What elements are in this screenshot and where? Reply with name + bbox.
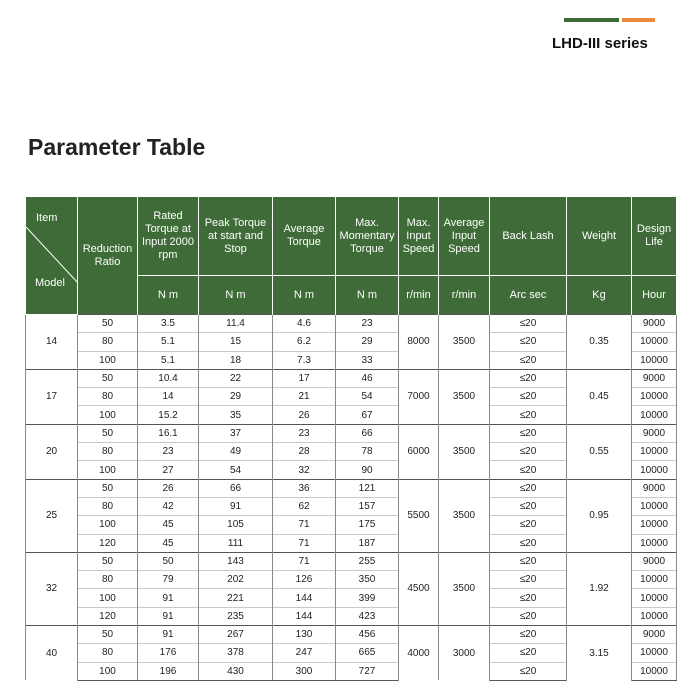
design-life-cell: 9000 xyxy=(632,626,677,644)
rated-torque-cell: 27 xyxy=(138,461,199,479)
model-cell: 20 xyxy=(26,424,78,479)
average-input-speed-cell: 3500 xyxy=(439,479,490,552)
max-momentary-torque-cell: 157 xyxy=(336,497,399,515)
ratio-cell: 120 xyxy=(78,607,138,625)
ratio-cell: 50 xyxy=(78,315,138,333)
average-input-speed-cell: 3500 xyxy=(439,369,490,424)
peak-torque-cell: 37 xyxy=(199,424,273,442)
average-input-speed-cell: 3500 xyxy=(439,315,490,370)
design-life-cell: 9000 xyxy=(632,369,677,387)
average-torque-cell: 36 xyxy=(273,479,336,497)
max-momentary-torque-cell: 23 xyxy=(336,315,399,333)
peak-torque-cell: 29 xyxy=(199,388,273,406)
ratio-cell: 50 xyxy=(78,479,138,497)
average-torque-cell: 71 xyxy=(273,552,336,570)
design-life-cell: 10000 xyxy=(632,534,677,552)
max-input-speed-cell: 6000 xyxy=(399,424,439,479)
peak-torque-cell: 430 xyxy=(199,662,273,680)
weight-cell: 0.35 xyxy=(567,315,632,370)
average-torque-cell: 247 xyxy=(273,644,336,662)
col-header-weight: Weight xyxy=(567,197,632,276)
average-torque-cell: 126 xyxy=(273,571,336,589)
max-input-speed-cell: 4500 xyxy=(399,552,439,625)
peak-torque-cell: 378 xyxy=(199,644,273,662)
max-momentary-torque-cell: 121 xyxy=(336,479,399,497)
back-lash-cell: ≤20 xyxy=(490,626,567,644)
design-life-cell: 10000 xyxy=(632,644,677,662)
peak-torque-cell: 202 xyxy=(199,571,273,589)
design-life-cell: 9000 xyxy=(632,424,677,442)
max-momentary-torque-cell: 67 xyxy=(336,406,399,424)
average-torque-cell: 144 xyxy=(273,607,336,625)
average-torque-cell: 7.3 xyxy=(273,351,336,369)
average-torque-cell: 4.6 xyxy=(273,315,336,333)
ratio-cell: 100 xyxy=(78,406,138,424)
model-cell: 14 xyxy=(26,315,78,370)
average-torque-cell: 300 xyxy=(273,662,336,680)
rated-torque-cell: 42 xyxy=(138,497,199,515)
average-input-speed-cell: 3000 xyxy=(439,626,490,681)
col-header-max-input-speed: Max. Input Speed xyxy=(399,197,439,276)
orange-accent-bar xyxy=(622,18,655,22)
col-header-reduction-ratio: Reduction Ratio xyxy=(78,197,138,315)
max-momentary-torque-cell: 727 xyxy=(336,662,399,680)
ratio-cell: 100 xyxy=(78,516,138,534)
rated-torque-cell: 45 xyxy=(138,534,199,552)
average-torque-cell: 144 xyxy=(273,589,336,607)
back-lash-cell: ≤20 xyxy=(490,333,567,351)
col-header-max-momentary-torque: Max. Momentary Torque xyxy=(336,197,399,276)
average-torque-cell: 6.2 xyxy=(273,333,336,351)
ratio-cell: 80 xyxy=(78,443,138,461)
peak-torque-cell: 66 xyxy=(199,479,273,497)
ratio-cell: 80 xyxy=(78,388,138,406)
average-torque-cell: 17 xyxy=(273,369,336,387)
rated-torque-cell: 91 xyxy=(138,589,199,607)
back-lash-cell: ≤20 xyxy=(490,351,567,369)
rated-torque-cell: 196 xyxy=(138,662,199,680)
peak-torque-cell: 221 xyxy=(199,589,273,607)
table-row xyxy=(26,315,677,333)
unit-rated-torque: N m xyxy=(138,276,199,315)
average-input-speed-cell: 3500 xyxy=(439,552,490,625)
design-life-cell: 10000 xyxy=(632,516,677,534)
model-label: Model xyxy=(35,277,65,289)
back-lash-cell: ≤20 xyxy=(490,589,567,607)
peak-torque-cell: 35 xyxy=(199,406,273,424)
max-input-speed-cell: 7000 xyxy=(399,369,439,424)
col-header-average-input-speed: Average Input Speed xyxy=(439,197,490,276)
design-life-cell: 9000 xyxy=(632,552,677,570)
rated-torque-cell: 5.1 xyxy=(138,351,199,369)
model-cell: 17 xyxy=(26,369,78,424)
rated-torque-cell: 16.1 xyxy=(138,424,199,442)
max-momentary-torque-cell: 187 xyxy=(336,534,399,552)
rated-torque-cell: 45 xyxy=(138,516,199,534)
average-torque-cell: 21 xyxy=(273,388,336,406)
item-label: Item xyxy=(36,212,58,224)
back-lash-cell: ≤20 xyxy=(490,369,567,387)
rated-torque-cell: 50 xyxy=(138,552,199,570)
design-life-cell: 10000 xyxy=(632,571,677,589)
design-life-cell: 10000 xyxy=(632,461,677,479)
max-momentary-torque-cell: 66 xyxy=(336,424,399,442)
weight-cell: 1.92 xyxy=(567,552,632,625)
weight-cell: 0.95 xyxy=(567,479,632,552)
ratio-cell: 100 xyxy=(78,589,138,607)
design-life-cell: 10000 xyxy=(632,388,677,406)
col-header-design-life: Design Life xyxy=(632,197,677,276)
back-lash-cell: ≤20 xyxy=(490,571,567,589)
unit-design-life: Hour xyxy=(632,276,677,315)
back-lash-cell: ≤20 xyxy=(490,461,567,479)
unit-max-momentary-torque: N m xyxy=(336,276,399,315)
rated-torque-cell: 5.1 xyxy=(138,333,199,351)
design-life-cell: 10000 xyxy=(632,497,677,515)
ratio-cell: 100 xyxy=(78,662,138,680)
back-lash-cell: ≤20 xyxy=(490,662,567,680)
design-life-cell: 10000 xyxy=(632,589,677,607)
max-input-speed-cell: 4000 xyxy=(399,626,439,681)
average-torque-cell: 28 xyxy=(273,443,336,461)
back-lash-cell: ≤20 xyxy=(490,406,567,424)
parameter-table xyxy=(25,197,677,681)
rated-torque-cell: 176 xyxy=(138,644,199,662)
unit-max-input-speed: r/min xyxy=(399,276,439,315)
back-lash-cell: ≤20 xyxy=(490,516,567,534)
rated-torque-cell: 91 xyxy=(138,607,199,625)
weight-cell: 0.45 xyxy=(567,369,632,424)
peak-torque-cell: 267 xyxy=(199,626,273,644)
weight-cell: 3.15 xyxy=(567,626,632,681)
back-lash-cell: ≤20 xyxy=(490,443,567,461)
back-lash-cell: ≤20 xyxy=(490,497,567,515)
green-accent-bar xyxy=(564,18,619,22)
table-row xyxy=(26,369,677,387)
average-torque-cell: 62 xyxy=(273,497,336,515)
unit-average-torque: N m xyxy=(273,276,336,315)
max-momentary-torque-cell: 399 xyxy=(336,589,399,607)
rated-torque-cell: 79 xyxy=(138,571,199,589)
model-cell: 32 xyxy=(26,552,78,625)
rated-torque-cell: 14 xyxy=(138,388,199,406)
peak-torque-cell: 54 xyxy=(199,461,273,479)
rated-torque-cell: 10.4 xyxy=(138,369,199,387)
peak-torque-cell: 235 xyxy=(199,607,273,625)
rated-torque-cell: 91 xyxy=(138,626,199,644)
ratio-cell: 80 xyxy=(78,333,138,351)
max-momentary-torque-cell: 175 xyxy=(336,516,399,534)
back-lash-cell: ≤20 xyxy=(490,552,567,570)
model-cell: 40 xyxy=(26,626,78,681)
peak-torque-cell: 15 xyxy=(199,333,273,351)
unit-peak-torque: N m xyxy=(199,276,273,315)
average-torque-cell: 71 xyxy=(273,534,336,552)
series-label: LHD-III series xyxy=(552,35,648,52)
ratio-cell: 50 xyxy=(78,552,138,570)
design-life-cell: 10000 xyxy=(632,607,677,625)
max-input-speed-cell: 5500 xyxy=(399,479,439,552)
max-momentary-torque-cell: 33 xyxy=(336,351,399,369)
table-row xyxy=(26,424,677,442)
max-momentary-torque-cell: 456 xyxy=(336,626,399,644)
peak-torque-cell: 105 xyxy=(199,516,273,534)
back-lash-cell: ≤20 xyxy=(490,315,567,333)
peak-torque-cell: 18 xyxy=(199,351,273,369)
unit-average-input-speed: r/min xyxy=(439,276,490,315)
ratio-cell: 50 xyxy=(78,424,138,442)
back-lash-cell: ≤20 xyxy=(490,534,567,552)
design-life-cell: 10000 xyxy=(632,443,677,461)
ratio-cell: 80 xyxy=(78,571,138,589)
back-lash-cell: ≤20 xyxy=(490,479,567,497)
design-life-cell: 10000 xyxy=(632,351,677,369)
peak-torque-cell: 11.4 xyxy=(199,315,273,333)
rated-torque-cell: 23 xyxy=(138,443,199,461)
ratio-cell: 120 xyxy=(78,534,138,552)
back-lash-cell: ≤20 xyxy=(490,607,567,625)
rated-torque-cell: 15.2 xyxy=(138,406,199,424)
table-row xyxy=(26,552,677,570)
back-lash-cell: ≤20 xyxy=(490,644,567,662)
design-life-cell: 10000 xyxy=(632,333,677,351)
max-momentary-torque-cell: 423 xyxy=(336,607,399,625)
average-torque-cell: 32 xyxy=(273,461,336,479)
max-momentary-torque-cell: 90 xyxy=(336,461,399,479)
average-input-speed-cell: 3500 xyxy=(439,424,490,479)
col-header-back-lash: Back Lash xyxy=(490,197,567,276)
col-header-rated-torque: Rated Torque at Input 2000 rpm xyxy=(138,197,199,276)
max-momentary-torque-cell: 78 xyxy=(336,443,399,461)
ratio-cell: 100 xyxy=(78,351,138,369)
peak-torque-cell: 111 xyxy=(199,534,273,552)
max-momentary-torque-cell: 54 xyxy=(336,388,399,406)
design-life-cell: 10000 xyxy=(632,406,677,424)
max-momentary-torque-cell: 665 xyxy=(336,644,399,662)
page-title: Parameter Table xyxy=(28,134,206,160)
peak-torque-cell: 143 xyxy=(199,552,273,570)
item-model-corner-cell xyxy=(26,197,78,315)
ratio-cell: 100 xyxy=(78,461,138,479)
ratio-cell: 50 xyxy=(78,369,138,387)
model-cell: 25 xyxy=(26,479,78,552)
design-life-cell: 9000 xyxy=(632,479,677,497)
table-body xyxy=(26,315,677,681)
back-lash-cell: ≤20 xyxy=(490,388,567,406)
average-torque-cell: 23 xyxy=(273,424,336,442)
peak-torque-cell: 22 xyxy=(199,369,273,387)
table-row xyxy=(26,479,677,497)
max-momentary-torque-cell: 46 xyxy=(336,369,399,387)
max-momentary-torque-cell: 255 xyxy=(336,552,399,570)
unit-back-lash: Arc sec xyxy=(490,276,567,315)
col-header-peak-torque: Peak Torque at start and Stop xyxy=(199,197,273,276)
average-torque-cell: 130 xyxy=(273,626,336,644)
unit-weight: Kg xyxy=(567,276,632,315)
table-row xyxy=(26,626,677,644)
rated-torque-cell: 3.5 xyxy=(138,315,199,333)
ratio-cell: 50 xyxy=(78,626,138,644)
max-momentary-torque-cell: 29 xyxy=(336,333,399,351)
peak-torque-cell: 91 xyxy=(199,497,273,515)
rated-torque-cell: 26 xyxy=(138,479,199,497)
peak-torque-cell: 49 xyxy=(199,443,273,461)
back-lash-cell: ≤20 xyxy=(490,424,567,442)
average-torque-cell: 71 xyxy=(273,516,336,534)
ratio-cell: 80 xyxy=(78,644,138,662)
design-life-cell: 9000 xyxy=(632,315,677,333)
weight-cell: 0.55 xyxy=(567,424,632,479)
max-input-speed-cell: 8000 xyxy=(399,315,439,370)
col-header-average-torque: Average Torque xyxy=(273,197,336,276)
max-momentary-torque-cell: 350 xyxy=(336,571,399,589)
average-torque-cell: 26 xyxy=(273,406,336,424)
design-life-cell: 10000 xyxy=(632,662,677,680)
ratio-cell: 80 xyxy=(78,497,138,515)
